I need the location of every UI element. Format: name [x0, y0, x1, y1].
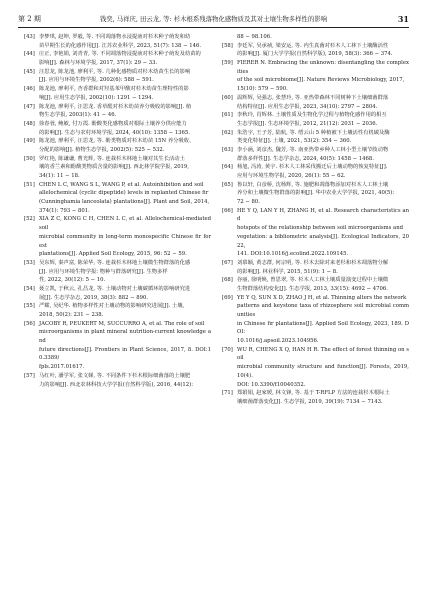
- reference-number: [63]: [222, 146, 233, 153]
- page-header: [18, 12, 409, 26]
- reference-entry: [24, 85, 211, 102]
- reference-entry: [222, 129, 409, 146]
- reference-entry: [24, 50, 211, 67]
- reference-line: 2018, 50(2): 231 − 238.: [39, 312, 104, 318]
- reference-number: [47]: [24, 103, 35, 110]
- reference-line: HE Y Q, LAN Y H, ZHANG H, et al. Research characteristics and: [237, 207, 409, 223]
- reference-line: 聂立凯, 于秋云, 孔昌龙, 等. 土壤动物对土壤碳循环的影响研究进: [39, 285, 191, 292]
- reference-line: (Cunninghamia lanceolata) plantations[J]. Plant and Soil, 2014,: [39, 199, 210, 206]
- reference-entry: [222, 276, 409, 293]
- reference-line: fpls.2017.01617.: [39, 364, 85, 371]
- reference-line: 鲁以轩, 白彦桥, 沈杨辉, 等. 施肥和凋落物添加对杉木人工林土壤: [237, 181, 389, 188]
- reference-entry: [24, 320, 211, 372]
- reference-line: 陈龙池, 廖利平, 汪思龙, 等. 酚类物质对杉木幼苗 15N 养分吸收、: [39, 138, 195, 145]
- reference-entry: [222, 207, 409, 259]
- reference-line: 影响[J]. 森林与环境学报, 2017, 37(1): 29 − 33.: [39, 60, 158, 67]
- reference-number: [55]: [24, 303, 35, 310]
- reference-number: [59]: [222, 60, 233, 67]
- reference-line: 吴东辉, 秦声富, 陈荣华, 等. 连栽杉木林地土壤微生物群落的化感: [39, 259, 191, 266]
- reference-entry: [24, 181, 211, 216]
- reference-line: 374(1): 793 − 801.: [39, 207, 90, 214]
- reference-number: [44]: [24, 51, 35, 58]
- reference-line: JACOBY R, PEUKERT M, SUCCURRO A, et al. The role of soil: [39, 320, 205, 327]
- reference-line: 性, 2022, 30(12): 5 − 10.: [39, 277, 106, 284]
- reference-number: [49]: [24, 138, 35, 145]
- reference-line: 的影响[J]. 厦门大学学报(自然科学版), 2019, 58(3): 366 − 374.: [237, 51, 393, 58]
- reference-line: FIERER N. Embracing the unknown: disentangling the complexities: [237, 60, 409, 75]
- reference-entry: [24, 302, 211, 319]
- reference-line: [J]. 应用与环境生物学报, 2002(6): 588 − 591.: [39, 77, 154, 84]
- reference-line: 郑娟娟, 赵家媛, 林文锋, 等. 基于 T-RFLP 方法的连栽杉木根际土: [237, 390, 390, 397]
- reference-line: 展[J]. 生态学杂志, 2019, 38(3): 882 − 890.: [39, 294, 149, 301]
- reference-entry: [24, 103, 211, 120]
- reference-line: WU R, CHENG X Q, HAN H R. The effect of forest thinning on soil: [237, 346, 409, 362]
- reference-line: 徐春蓉, 鲍敏, 付万霞. 酚酸类化感物质对根际土壤养分供应能力: [39, 120, 187, 127]
- reference-line: 结构特征[J]. 应用生态学报, 2023, 34(10): 2797 − 2804.: [237, 103, 378, 110]
- reference-number: [57]: [24, 372, 35, 379]
- reference-number: [64]: [222, 164, 233, 171]
- reference-line: 罗红艳, 陈谦谦, 曹光辉, 等. 连栽杉木林地土壤对其生长活动土: [39, 155, 185, 162]
- reference-number: [70]: [222, 346, 233, 353]
- reference-line: 养分和土壤微生物群落的影响[J]. 华中农业大学学报, 2021, 40(5):: [237, 190, 395, 197]
- reference-number: [50]: [24, 155, 35, 162]
- reference-line: 朱浩宇, 王子芳, 陆航, 等. 缙云山 5 种植被下土壤活性有机碳及酶: [237, 129, 390, 136]
- reference-line: 严耀, 吴纪华. 植物多样性对土壤动物的影响研究进展[J]. 土壤,: [39, 303, 185, 310]
- reference-entry: [24, 137, 211, 154]
- reference-entry: [222, 42, 409, 59]
- reference-entry: [222, 94, 409, 111]
- references-right-column: [222, 33, 409, 407]
- reference-line: microbial community in long-term monospecific Chinese fir forest: [39, 233, 211, 249]
- reference-line: 的影响[J]. 生态与农村环境学报, 2024, 40(10): 1358 − 1365.: [39, 129, 190, 136]
- references-left-column: [24, 33, 211, 389]
- issue-number: 第 2 期: [18, 15, 41, 23]
- reference-line: 88 − 98.106.: [237, 34, 272, 40]
- reference-number: [52]: [24, 216, 35, 223]
- reference-line: 141. DOI:10.1016/j.ecolind.2022.109145.: [237, 251, 349, 258]
- reference-number: [61]: [222, 112, 233, 119]
- reference-number: [46]: [24, 86, 35, 93]
- reference-entry: [24, 155, 211, 181]
- reference-line: 壤细菌群落变化[J]. 生态学报, 2019, 39(19): 7134 − 7143.: [237, 398, 383, 405]
- reference-line: 生物群落结构变化[J]. 生态学报, 2013, 33(15): 4692 − 4706.: [237, 285, 388, 292]
- reference-number: [53]: [24, 259, 35, 266]
- reference-line: 力的影响[J]. 西北农林科技大学学报(自然科学版), 2016, 44(12):: [39, 381, 194, 388]
- reference-number: [54]: [24, 285, 35, 292]
- reference-entry: [222, 111, 409, 128]
- reference-line: YE Y Q, SUN X D, ZHAO J H, et al. Thinning alters the network: [237, 294, 407, 301]
- reference-number: [43]: [24, 34, 35, 40]
- reference-line: 庄正, 李艳娟, 刘青青, 等. 不同凋落物浸提液对杉木种子萌发及幼苗的: [39, 51, 201, 58]
- page-number: 31: [397, 14, 409, 24]
- reference-line: 陈龙池, 廖利平, 杏香群和对羟基苯甲酸对杉木幼苗生理特性的影: [39, 86, 189, 93]
- reference-entry: [24, 259, 211, 285]
- reference-line: 群落多样性[J]. 生态学杂志, 2024, 40(5): 1458 − 1468.: [237, 155, 374, 162]
- reference-entry: [24, 33, 211, 50]
- reference-line: hotspots of the relationship between soil microorganisms and: [237, 225, 404, 232]
- reference-line: 物生态学报, 2003(1): 41 − 46.: [39, 112, 117, 119]
- reference-line: 苗早期生长的化感作用[J]. 江苏农业科学, 2023, 51(7): 138 − 146.: [39, 42, 202, 49]
- header-rule: [18, 27, 409, 28]
- reference-line: microorganisms in plant mineral nutrition-current knowledge and: [39, 329, 211, 345]
- reference-line: 类变化特征[J]. 土壤, 2021, 53(2): 354 − 360.: [237, 138, 352, 145]
- reference-entry: [222, 163, 409, 180]
- reference-entry: [222, 294, 409, 346]
- reference-line: [J]. 应用与环境生物学报: 物种与群落研究[J]. 生物多样: [39, 268, 168, 275]
- reference-entry: [222, 146, 409, 163]
- reference-number: [48]: [24, 120, 35, 127]
- reference-entry: [222, 259, 409, 276]
- reference-line: 马红叶, 潘学军, 张文娣, 等. 不同条件下杉木根际细菌落的土壤肥: [39, 372, 191, 379]
- reference-number: [45]: [24, 68, 35, 75]
- reference-line: future directions[J]. Frontiers in Plant Science, 2017, 8. DOI:10.3389/: [39, 346, 211, 362]
- reference-number: [58]: [222, 42, 233, 49]
- reference-line: 生态学报[J]. 生态环境学报, 2012, 21(12): 2031 − 2036.: [237, 120, 378, 127]
- reference-line: 谷丽, 徐明焕, 曾思翠, 等. 杉木人工林土壤质量演变过程中土壤微: [237, 277, 389, 284]
- reference-entry: [222, 181, 409, 207]
- reference-number: [67]: [222, 259, 233, 266]
- reference-line: 李秋玲, 肖辉林. 土壤性质及生物化学过程与植物化感作用的相互: [237, 112, 387, 119]
- reference-number: [65]: [222, 181, 233, 188]
- reference-number: [62]: [222, 129, 233, 136]
- reference-line: 杨旭, 冯涛, 黄宇. 杉木人工林采伐搬迁后土壤动物的恢复特征[J].: [237, 164, 388, 171]
- reference-line: 的影响[J]. 林业科学, 2015, 51(9): 1 − 8.: [237, 268, 338, 275]
- reference-number: [60]: [222, 94, 233, 101]
- reference-entry: [222, 59, 409, 94]
- reference-number: [71]: [222, 390, 233, 397]
- reference-entry: [24, 215, 211, 258]
- reference-line: patterns and keystone taxa of rhizosphere soil microbial communities: [237, 303, 409, 318]
- reference-line: 34(1): 11 − 18.: [39, 173, 80, 179]
- running-title: 钱奕, 马祥庆, 田云龙, 等: 杉木根系残落物化感物质及其对土壤生物多样性的影响: [99, 15, 328, 23]
- reference-line: 15(10): 579 − 590.: [237, 86, 288, 93]
- reference-line: in Chinese fir plantations[J]. Applied Soil Ecology, 2023, 189. DOI:: [237, 320, 409, 336]
- reference-line: microbial community structure and function[J]. Forests, 2019, 10(4).: [237, 364, 409, 379]
- reference-number: [51]: [24, 181, 35, 188]
- reference-entry: [222, 389, 409, 406]
- reference-line: 壤的香兰素和酚酸类物质含量的影响[J]. 西北林学院学报, 2019,: [39, 164, 189, 171]
- reference-line: of the soil microbiome[J]. Nature Reviews Microbiology, 2017,: [237, 77, 405, 84]
- reference-line: 陈龙池, 廖利平, 汪思龙. 香草醛对杉木幼苗养分吸收的影响[J]. 植: [39, 103, 192, 110]
- reference-entry: [24, 372, 211, 389]
- reference-line: 刘慕颖, 黄志群, 何宗明, 等. 杉木去除对来老杉和杉木凋落物分解: [237, 259, 389, 266]
- reference-entry: [222, 346, 409, 389]
- reference-line: 温辉辉, 吴强志, 张慧玲, 等. 亚热带森林不同树种下土壤细菌群落: [237, 94, 389, 101]
- reference-line: vegetation: a bibliometric analysis[J]. Ecological Indicators, 2022,: [237, 233, 409, 249]
- reference-line: 10.1016/j.apsoil.2023.104956.: [237, 338, 319, 345]
- reference-number: [56]: [24, 320, 35, 327]
- reference-entry: [24, 68, 211, 85]
- reference-line: 72 − 80.: [237, 199, 260, 206]
- reference-line: 应用与环境生物学报, 2020, 26(1): 55 − 62.: [237, 173, 346, 179]
- reference-line: DOI: 10.3390/f10040352.: [237, 381, 306, 388]
- reference-line: 李梦琪, 赵坤, 罗毅, 等. 不同凋落物水浸提液对杉木种子萌发和幼: [39, 34, 191, 40]
- reference-line: 李廷军, 吴承祯, 梁安运, 等. 内生真菌对杉木人工林下土壤酶活性: [237, 42, 389, 49]
- reference-number: [68]: [222, 277, 233, 284]
- reference-line: 李小涵, 刘彦杰, 魏芳, 等. 南亚热带乡种人工林小型土壤节肢动物: [237, 146, 389, 153]
- reference-line: CHEN L C, WANG S L, WANG P, et al. Autoinhibition and soil: [39, 181, 204, 188]
- reference-line: 汪思龙, 陈龙池, 廖利平, 等. 几种化感物质对杉木幼苗生长的影响: [39, 68, 191, 75]
- reference-line: 分配的影响[J]. 植物生态学报, 2002(5): 525 − 532.: [39, 146, 165, 153]
- reference-entry: [222, 33, 409, 42]
- reference-line: 响[J]. 应用生态学报, 2002(10): 1291 − 1294.: [39, 94, 154, 101]
- reference-entry: [24, 120, 211, 137]
- reference-line: XIA Z C, KONG C H, CHEN L C, et al. Allelochemical-mediated soil: [39, 216, 211, 232]
- reference-entry: [24, 285, 211, 302]
- reference-number: [66]: [222, 207, 233, 214]
- reference-line: allelochemical (cyclic dipeptide) levels in replanted Chinese fir: [39, 190, 209, 197]
- reference-line: plantations[J]. Applied Soil Ecology, 2015, 96: 52 − 59.: [39, 251, 187, 258]
- reference-number: [69]: [222, 294, 233, 301]
